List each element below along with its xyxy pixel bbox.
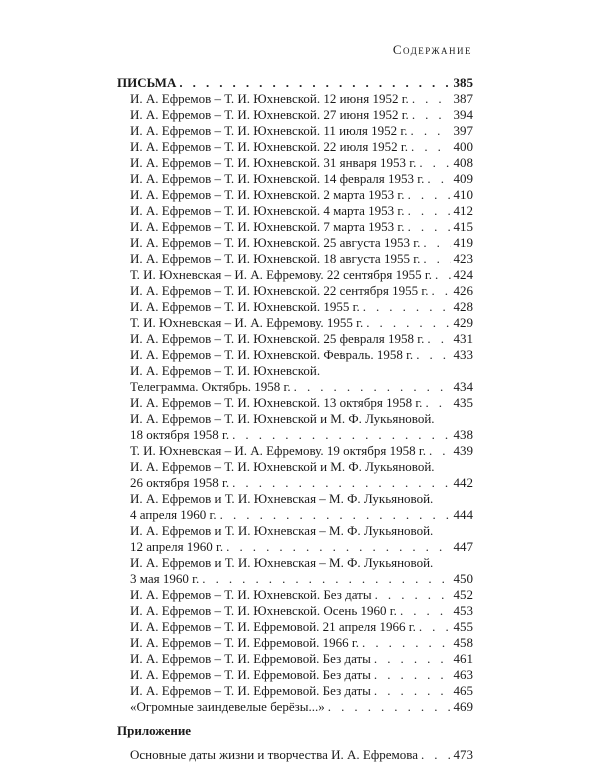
leader-dots [425, 395, 450, 411]
leader-dots [412, 107, 451, 123]
toc-entry [117, 107, 473, 123]
toc-entry [117, 571, 473, 587]
toc-entry [117, 315, 473, 331]
leader-dots [226, 539, 450, 555]
toc-entry [117, 395, 473, 411]
leader-dots [427, 331, 450, 347]
page-number: 424 [453, 267, 473, 282]
leader-dots [374, 667, 451, 683]
page-number: 439 [453, 443, 473, 458]
leader-dots [412, 91, 451, 107]
entry-text: И. А. Ефремов – Т. И. Ефремовой. Без даты [130, 667, 371, 682]
page-number: 458 [453, 635, 473, 650]
toc-entry [117, 651, 473, 667]
entry-text: И. А. Ефремов – Т. И. Юхневской и М. Ф. Лукьяновой. [130, 459, 435, 474]
entry-text: 26 октября 1958 г. [130, 475, 230, 490]
entry-text: И. А. Ефремов – Т. И. Юхневской. 14 февраля 1953 г. [130, 171, 425, 186]
page-number: 431 [453, 331, 473, 346]
toc-section-heading [117, 75, 473, 91]
leader-dots [411, 139, 450, 155]
page-number: 429 [453, 315, 473, 330]
page-number: 450 [453, 571, 473, 586]
toc-entry [117, 187, 473, 203]
page-number: 442 [453, 475, 473, 490]
page-number: 426 [453, 283, 473, 298]
leader-dots [400, 603, 451, 619]
entry-text: И. А. Ефремов и Т. И. Юхневская – М. Ф. Лукьяновой. [130, 555, 434, 570]
entry-text: Т. И. Юхневская – И. А. Ефремову. 1955 г. [130, 315, 364, 330]
toc-entry [117, 91, 473, 107]
page-number: 463 [453, 667, 473, 682]
entry-text: «Огромные заиндевелые берёзы...» [130, 699, 325, 714]
page-number: 435 [453, 395, 473, 410]
entry-text: 12 апреля 1960 г. [130, 539, 224, 554]
toc-entry [117, 299, 473, 315]
leader-dots [423, 235, 450, 251]
toc-entry [117, 379, 473, 395]
entry-text: И. А. Ефремов – Т. И. Юхневской. Февраль. 1958 г. [130, 347, 414, 362]
spacer [117, 739, 473, 747]
toc-entry [117, 747, 473, 763]
page-number: 408 [453, 155, 473, 170]
entry-text: И. А. Ефремов – Т. И. Юхневской. 22 сентября 1955 г. [130, 283, 429, 298]
toc-entry [117, 235, 473, 251]
leader-dots [363, 299, 451, 315]
entry-text: И. А. Ефремов – Т. И. Юхневской. 27 июня 1952 г. [130, 107, 409, 122]
entry-text: И. А. Ефремов – Т. И. Юхневской. 7 марта 1953 г. [130, 219, 405, 234]
leader-dots [374, 651, 451, 667]
entry-text: И. А. Ефремов и Т. И. Юхневская – М. Ф. Лукьяновой. [130, 523, 434, 538]
toc-entry [117, 203, 473, 219]
entry-text: И. А. Ефремов – Т. И. Юхневской. 1955 г. [130, 299, 360, 314]
page-number: 447 [453, 539, 473, 554]
leader-dots [362, 635, 450, 651]
appendix-title: Приложение [117, 723, 192, 738]
toc-entry [117, 139, 473, 155]
entry-text: И. А. Ефремов и Т. И. Юхневская – М. Ф. Лукьяновой. [130, 491, 434, 506]
toc-entry [117, 507, 473, 523]
page-number: 419 [453, 235, 473, 250]
entry-text: 3 мая 1960 г. [130, 571, 200, 586]
leader-dots [429, 443, 451, 459]
leader-dots [220, 507, 451, 523]
entry-text: И. А. Ефремов – Т. И. Юхневской. 12 июня 1952 г. [130, 91, 409, 106]
leader-dots [416, 347, 450, 363]
toc-entry [117, 635, 473, 651]
toc-entry [117, 667, 473, 683]
page-number: 473 [453, 747, 473, 762]
entry-text: Т. И. Юхневская – И. А. Ефремову. 19 октября 1958 г. [130, 443, 426, 458]
toc-entry [117, 587, 473, 603]
toc-entry [117, 283, 473, 299]
leader-dots [374, 683, 451, 699]
page-number: 461 [453, 651, 473, 666]
leader-dots [427, 171, 450, 187]
leader-dots [408, 203, 451, 219]
entry-text: И. А. Ефремов – Т. И. Юхневской. [130, 363, 321, 378]
page-number: 465 [453, 683, 473, 698]
entry-text: И. А. Ефремов – Т. И. Юхневской. 18 августа 1955 г. [130, 251, 421, 266]
toc-entry [117, 603, 473, 619]
page-number: 412 [453, 203, 473, 218]
leader-dots [202, 571, 450, 587]
entry-text: 4 апреля 1960 г. [130, 507, 217, 522]
entry-text: И. А. Ефремов – Т. И. Юхневской. 25 февраля 1958 г. [130, 331, 425, 346]
entry-text: И. А. Ефремов – Т. И. Юхневской. 11 июля 1952 г. [130, 123, 408, 138]
page-number: 397 [453, 123, 473, 138]
entry-text: И. А. Ефремов – Т. И. Ефремовой. Без даты [130, 683, 371, 698]
toc-entry [117, 267, 473, 283]
entry-text: И. А. Ефремов – Т. И. Юхневской. 2 марта 1953 г. [130, 187, 405, 202]
entry-text: 18 октября 1958 г. [130, 427, 230, 442]
toc-entry [117, 699, 473, 715]
page-number: 444 [453, 507, 473, 522]
section-title: ПИСЬМА [117, 75, 177, 90]
entry-text: И. А. Ефремов – Т. И. Юхневской. 31 января 1953 г. [130, 155, 417, 170]
entry-text: И. А. Ефремов – Т. И. Юхневской. 25 августа 1953 г. [130, 235, 421, 250]
toc-entry [117, 427, 473, 443]
leader-dots [328, 699, 451, 715]
entry-text: Т. И. Юхневская – И. А. Ефремову. 22 сентября 1955 г. [130, 267, 432, 282]
leader-dots [294, 379, 451, 395]
entry-text: И. А. Ефремов – Т. И. Ефремовой. 1966 г. [130, 635, 360, 650]
entry-text: И. А. Ефремов – Т. И. Юхневской. Осень 1960 г. [130, 603, 397, 618]
entry-text: И. А. Ефремов – Т. И. Юхневской. Без даты [130, 587, 372, 602]
toc-entry [117, 123, 473, 139]
entry-text: Основные даты жизни и творчества И. А. Ефремова [130, 747, 418, 762]
leader-dots [179, 75, 450, 91]
leader-dots [421, 747, 451, 763]
page-number: 453 [453, 603, 473, 618]
toc-entry [117, 619, 473, 635]
spacer [117, 715, 473, 723]
entry-text: И. А. Ефремов – Т. И. Юхневской. 13 октября 1958 г. [130, 395, 423, 410]
page-number: 434 [453, 379, 473, 394]
page-number: 387 [453, 91, 473, 106]
toc-entry [117, 171, 473, 187]
leader-dots [419, 619, 451, 635]
entry-text: И. А. Ефремов – Т. И. Ефремовой. Без даты [130, 651, 371, 666]
page-number: 428 [453, 299, 473, 314]
page-number: 455 [453, 619, 473, 634]
leader-dots [408, 219, 451, 235]
entry-text: И. А. Ефремов – Т. И. Юхневской и М. Ф. Лукьяновой. [130, 411, 435, 426]
toc-entry [117, 219, 473, 235]
entry-text: Телеграмма. Октябрь. 1958 г. [130, 379, 291, 394]
leader-dots [435, 267, 451, 283]
leader-dots [423, 251, 450, 267]
toc-entry [117, 251, 473, 267]
page-number: 452 [453, 587, 473, 602]
leader-dots [232, 427, 450, 443]
toc-entry [117, 475, 473, 491]
leader-dots [419, 155, 450, 171]
page-number: 409 [453, 171, 473, 186]
page-number: 400 [453, 139, 473, 154]
toc-entry [117, 539, 473, 555]
toc-entry [117, 683, 473, 699]
toc-entry [117, 331, 473, 347]
toc-entry [117, 155, 473, 171]
page-number: 469 [453, 699, 473, 714]
entry-text: И. А. Ефремов – Т. И. Ефремовой. 21 апреля 1966 г. [130, 619, 416, 634]
page-number: 433 [453, 347, 473, 362]
toc-entry [117, 347, 473, 363]
leader-dots [431, 283, 450, 299]
leader-dots [375, 587, 451, 603]
page-number: 394 [453, 107, 473, 122]
running-head: Содержание [392, 42, 472, 57]
page-number: 385 [453, 75, 473, 90]
table-of-contents [117, 75, 473, 763]
page-number: 410 [453, 187, 473, 202]
entry-text: И. А. Ефремов – Т. И. Юхневской. 4 марта 1953 г. [130, 203, 405, 218]
toc-entry [117, 443, 473, 459]
leader-dots [366, 315, 450, 331]
leader-dots [411, 123, 451, 139]
entry-text: И. А. Ефремов – Т. И. Юхневской. 22 июля 1952 г. [130, 139, 409, 154]
page-number: 415 [453, 219, 473, 234]
page-number: 438 [453, 427, 473, 442]
leader-dots [408, 187, 451, 203]
page-number: 423 [453, 251, 473, 266]
leader-dots [232, 475, 450, 491]
